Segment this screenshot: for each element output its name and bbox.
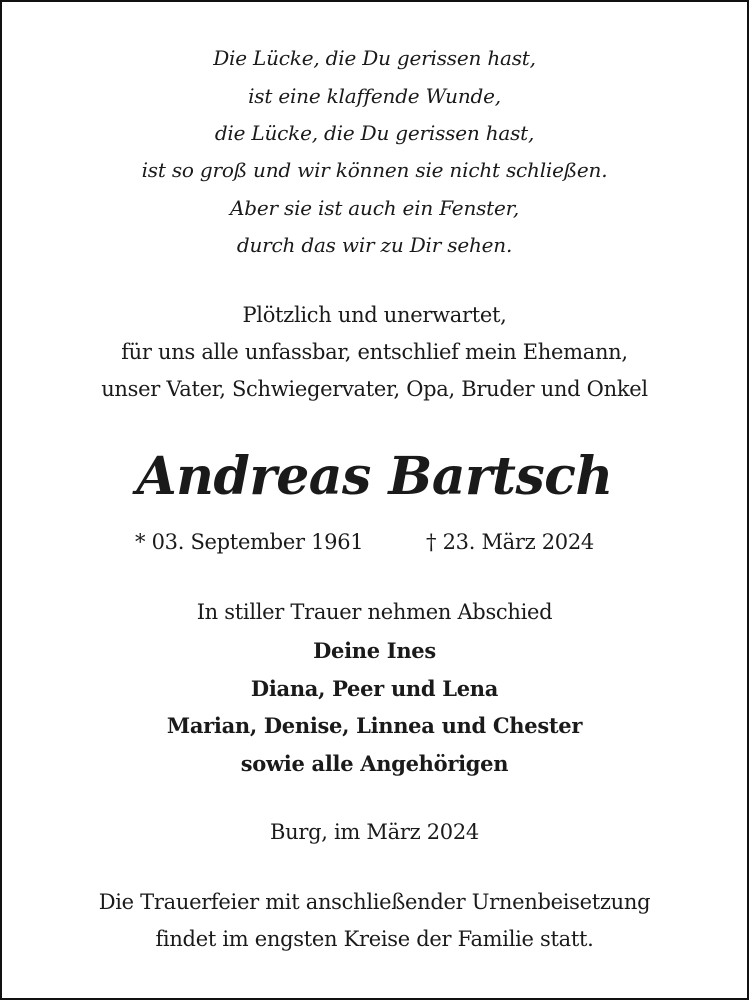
- deceased-name: Andreas Bartsch: [136, 446, 613, 507]
- place-date: Burg, im März 2024: [270, 820, 479, 844]
- funeral-note-line-1: Die Trauerfeier mit anschließender Urnenbeisetzung: [98, 890, 651, 914]
- poem-line-6: durch das wir zu Dir sehen.: [236, 233, 513, 257]
- intro-line-3: unser Vater, Schwiegervater, Opa, Bruder und Onkel: [101, 377, 648, 401]
- intro-line-1: Plötzlich und unerwartet,: [242, 303, 507, 327]
- birth-date: * 03. September 1961: [135, 530, 364, 554]
- poem-line-2: ist eine klaffende Wunde,: [248, 84, 501, 108]
- poem-line-1: Die Lücke, die Du gerissen hast,: [213, 46, 536, 70]
- death-date: † 23. März 2024: [426, 530, 594, 554]
- poem-line-4: ist so groß und wir können sie nicht schließen.: [141, 158, 608, 182]
- intro-line-2: für uns alle unfassbar, entschlief mein Ehemann,: [121, 340, 628, 364]
- mourner-line-2: Diana, Peer und Lena: [250, 676, 499, 701]
- poem-line-5: Aber sie ist auch ein Fenster,: [230, 196, 519, 220]
- poem-line-3: die Lücke, die Du gerissen hast,: [214, 121, 535, 145]
- funeral-note-line-2: findet im engsten Kreise der Familie statt.: [155, 927, 594, 951]
- mourners-intro: In stiller Trauer nehmen Abschied: [196, 600, 553, 624]
- mourner-line-1: Deine Ines: [313, 638, 436, 663]
- mourner-line-4: sowie alle Angehörigen: [240, 751, 509, 776]
- mourner-line-3: Marian, Denise, Linnea und Chester: [166, 713, 583, 738]
